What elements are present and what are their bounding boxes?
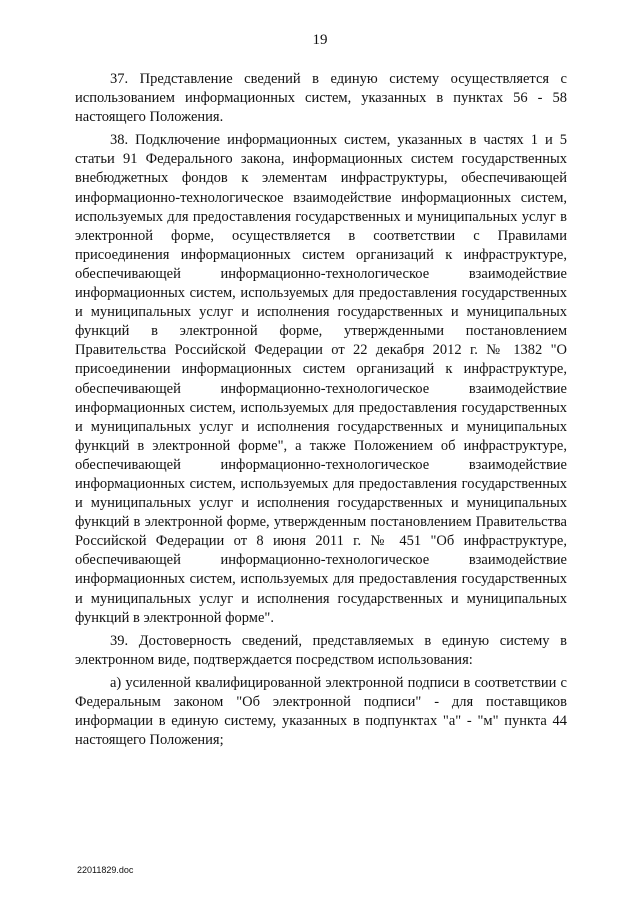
document-file-code: 22011829.doc — [77, 865, 134, 875]
paragraph-37: 37. Представление сведений в единую систему осуществляется с использованием информационных систем, указанных в пунктах 56 - 58 настоящего Положения. — [75, 71, 567, 126]
paragraph-38: 38. Подключение информационных систем, указанных в частях 1 и 5 статьи 91 Федерального закона, информационных систем государственных внебюджетных фондов к элементам инфраструктуры, обеспечивающей информационно-технологическое взаимодействие информационных систем, используемых для предоставления государственных и муниципальных услуг в электронной форме, осуществляется в соответствии с Правилами присоединения информационных систем организаций к инфраструктуре, обеспечивающей информационно-технологическое взаимодействие информационных систем, используемых для предоставления государственных и муниципальных услуг и исполнения государственных и муниципальных функций в электронной форме, утвержденными постановлением Правительства Российской Федерации от 22 декабря 2012 г. № 1382 "О присоединении информационных систем организаций к инфраструктуре, обеспечивающей информационно-технологическое взаимодействие информационных систем, используемых для предоставления государственных и муниципальных услуг и исполнения государственных и муниципальных функций в электронной форме", а также Положением об инфраструктуре, обеспечивающей информационно-технологическое взаимодействие информационных систем, используемых для предоставления государственных и муниципальных услуг и исполнения государственных и муниципальных функций в электронной форме, утвержденным постановлением Правительства Российской Федерации от 8 июня 2011 г. № 451 "Об инфраструктуре, обеспечивающей информационно-технологическое взаимодействие информационных систем, используемых для предоставления государственных и муниципальных услуг и исполнения государственных и муниципальных функций в электронной форме". — [75, 132, 567, 626]
document-body — [75, 70, 567, 750]
paragraph-39: 39. Достоверность сведений, представляемых в единую систему в электронном виде, подтверждается посредством использования: — [75, 632, 567, 668]
paragraph-39-a: а) усиленной квалифицированной электронной подписи в соответствии с Федеральным законом "Об электронной подписи" - для поставщиков информации в единую систему, указанных в подпунктах "а" - "м" пункта 44 настоящего Положения; — [75, 674, 567, 749]
page-number: 19 — [312, 32, 328, 48]
